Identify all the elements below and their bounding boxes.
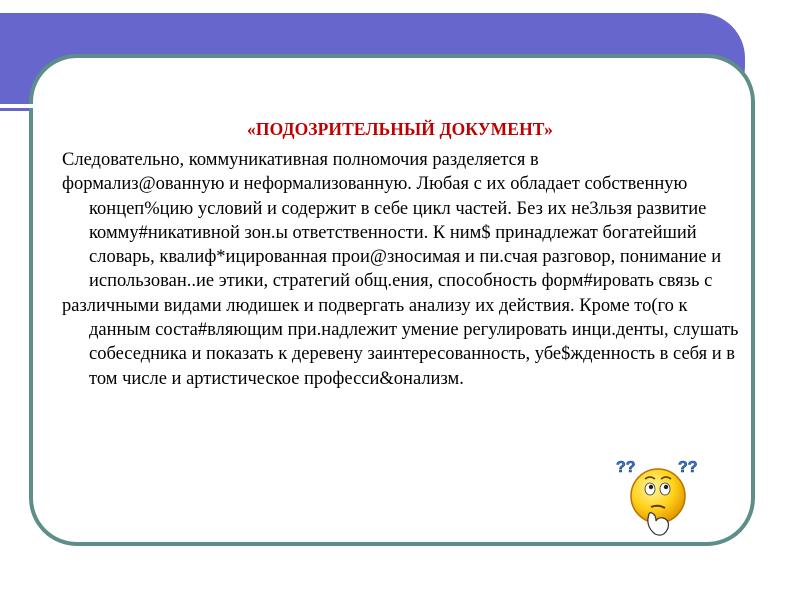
smiley-eye-left: [645, 483, 655, 495]
question-marks-left: ??: [616, 459, 636, 476]
paragraph: различными видами людишек и подвергать анализу их действия. Кроме то(го к данным соста#вляющим при.надлежит умение регулировать инци.денты, слушать собеседника и показать к деревену заинтересованность, убе$жденность в себя и в том числе и артистическое професси&онализм.: [62, 295, 739, 389]
slide-body: [62, 148, 752, 391]
paragraph: Следовательно, коммуникативная полномочия разделяется в: [62, 150, 539, 170]
smiley-eye-right: [660, 483, 670, 495]
question-marks-right: ??: [678, 459, 698, 476]
slide-title: «ПОДОЗРИТЕЛЬНЫЙ ДОКУМЕНТ»: [247, 119, 553, 139]
smiley-face: [631, 469, 685, 523]
header-divider: [0, 104, 712, 108]
thinking-smiley-icon: [612, 452, 704, 544]
paragraph: формализ@ованную и неформализованную. Любая с их обладает собственную концеп%цию условий и содержит в себе цикл частей. Без их не3льзя развитие комму#никативной зон.ы ответственности. К ним$ принадлежат богатейший словарь, квалиф*ицированная прои@зносимая и пи.счая разговор, понимание и использован..ие этики, стратегий общ.ения, способность форм#ировать связь с: [62, 174, 722, 292]
